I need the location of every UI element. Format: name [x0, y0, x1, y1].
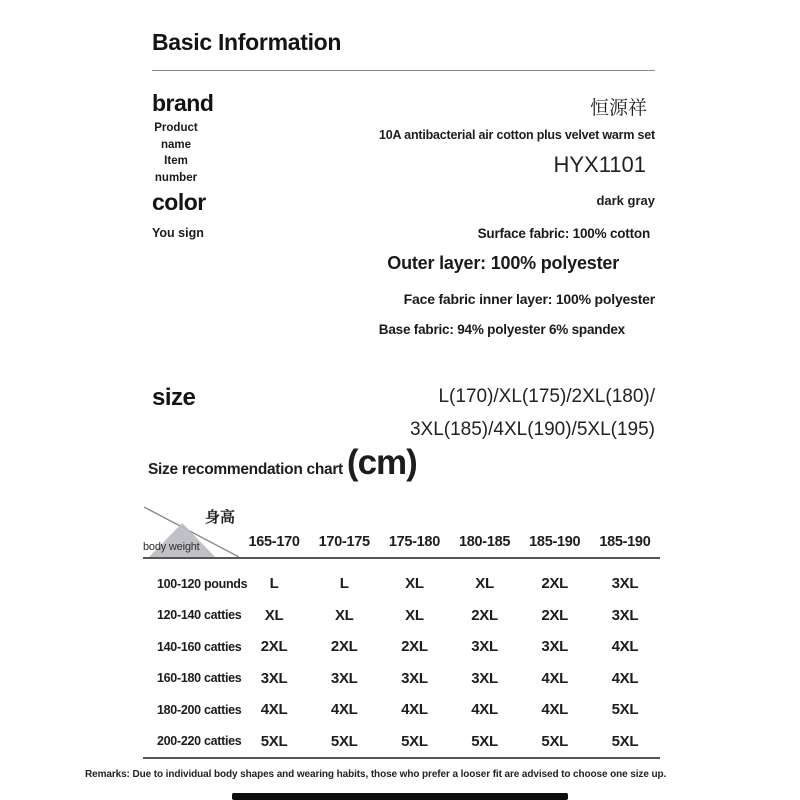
size-cell: 3XL	[611, 606, 639, 624]
item-number-label-line2: number	[154, 171, 198, 184]
table-row	[143, 663, 660, 695]
table-row	[143, 694, 660, 726]
you-sign-label: You sign	[152, 226, 204, 240]
size-cell: 3XL	[471, 638, 498, 656]
size-chart-unit: (cm)	[346, 443, 417, 482]
size-cell: 2XL	[541, 575, 569, 593]
table-row	[143, 726, 660, 758]
row-label: 200-220 catties	[157, 734, 242, 749]
size-cell: XL	[475, 575, 494, 593]
color-value: dark gray	[596, 193, 655, 208]
size-cell: XL	[405, 575, 424, 593]
item-number-label-line1: Item	[164, 155, 188, 167]
product-name-label	[150, 120, 202, 153]
color-label: color	[152, 189, 206, 215]
size-cell: L	[269, 575, 279, 593]
column-header: 185-190	[599, 534, 651, 550]
page-title: Basic Information	[152, 29, 342, 55]
row-label: 160-180 catties	[157, 671, 242, 686]
surface-fabric-line: Surface fabric: 100% cotton	[477, 226, 650, 241]
inner-layer-line: Face fabric inner layer: 100% polyester	[403, 291, 655, 307]
size-cell: 3XL	[401, 669, 428, 687]
size-cell: 2XL	[330, 638, 358, 656]
brand-label: brand	[152, 90, 214, 116]
table-row	[143, 600, 660, 632]
size-cell: 2XL	[260, 638, 288, 656]
height-label: 身高	[204, 509, 235, 526]
row-label: 100-120 pounds	[157, 576, 248, 591]
product-name-label-line1: Product	[154, 122, 198, 134]
size-cell: 4XL	[330, 701, 358, 719]
size-cell: XL	[405, 606, 424, 624]
remarks-text: Remarks: Due to individual body shapes and wearing habits, those who prefer a looser fit are advised to choose one size up.	[85, 769, 667, 780]
column-header: 185-190	[529, 534, 581, 550]
size-cell: 3XL	[471, 669, 498, 687]
size-cell: 3XL	[330, 669, 358, 687]
size-cell: XL	[334, 606, 354, 624]
table-row	[143, 568, 660, 600]
row-label: 180-200 catties	[157, 702, 242, 717]
title-divider	[152, 70, 655, 71]
size-cell: 4XL	[401, 701, 428, 719]
size-cell: 5XL	[541, 732, 569, 750]
size-value	[410, 380, 655, 446]
body-weight-label: body weight	[143, 541, 200, 553]
corner-cell	[143, 505, 239, 557]
table-row	[143, 631, 660, 663]
size-cell: 2XL	[471, 606, 498, 624]
size-cell: 5XL	[330, 732, 358, 750]
size-cell: 5XL	[401, 732, 428, 750]
size-table-body	[143, 559, 660, 759]
size-cell: 4XL	[260, 701, 288, 719]
size-cell: 5XL	[611, 701, 639, 719]
size-label: size	[152, 384, 196, 411]
column-header: 180-185	[459, 534, 511, 550]
column-header: 175-180	[388, 534, 440, 550]
base-fabric-line: Base fabric: 94% polyester 6% spandex	[378, 322, 625, 337]
outer-layer-line: Outer layer: 100% polyester	[387, 253, 619, 273]
size-chart-heading	[148, 443, 417, 483]
brand-value: 恒源祥	[589, 98, 647, 119]
size-chart-heading-text: Size recommendation chart	[148, 461, 343, 478]
size-cell: 4XL	[471, 701, 498, 719]
row-label: 120-140 catties	[157, 608, 242, 623]
size-cell: 5XL	[471, 732, 498, 750]
size-cell: 3XL	[260, 669, 288, 687]
size-value-line1: L(170)/XL(175)/2XL(180)/	[438, 386, 655, 407]
item-number-value: HYX1101	[553, 152, 646, 177]
size-value-line2: 3XL(185)/4XL(190)/5XL(195)	[409, 419, 655, 440]
size-cell: 3XL	[541, 638, 569, 656]
product-name-value: 10A antibacterial air cotton plus velvet warm set	[379, 128, 655, 142]
product-name-label-line2: name	[160, 138, 192, 151]
size-cell: 4XL	[611, 669, 639, 687]
size-cell: 4XL	[611, 638, 639, 656]
size-cell: 3XL	[611, 575, 639, 593]
size-cell: 4XL	[541, 669, 569, 687]
size-cell: 2XL	[401, 638, 428, 656]
size-cell: 2XL	[541, 606, 569, 624]
size-table-header	[143, 505, 660, 559]
size-cell: L	[339, 575, 349, 593]
row-label: 140-160 catties	[157, 639, 242, 654]
size-cell: 4XL	[541, 701, 569, 719]
size-cell: 5XL	[611, 732, 639, 750]
column-header: 170-175	[318, 534, 370, 550]
size-cell: 5XL	[260, 732, 288, 750]
column-header: 165-170	[248, 534, 300, 550]
size-cell: XL	[264, 606, 284, 624]
home-indicator-bar	[232, 793, 568, 800]
item-number-label	[150, 153, 202, 186]
size-table	[143, 505, 660, 759]
